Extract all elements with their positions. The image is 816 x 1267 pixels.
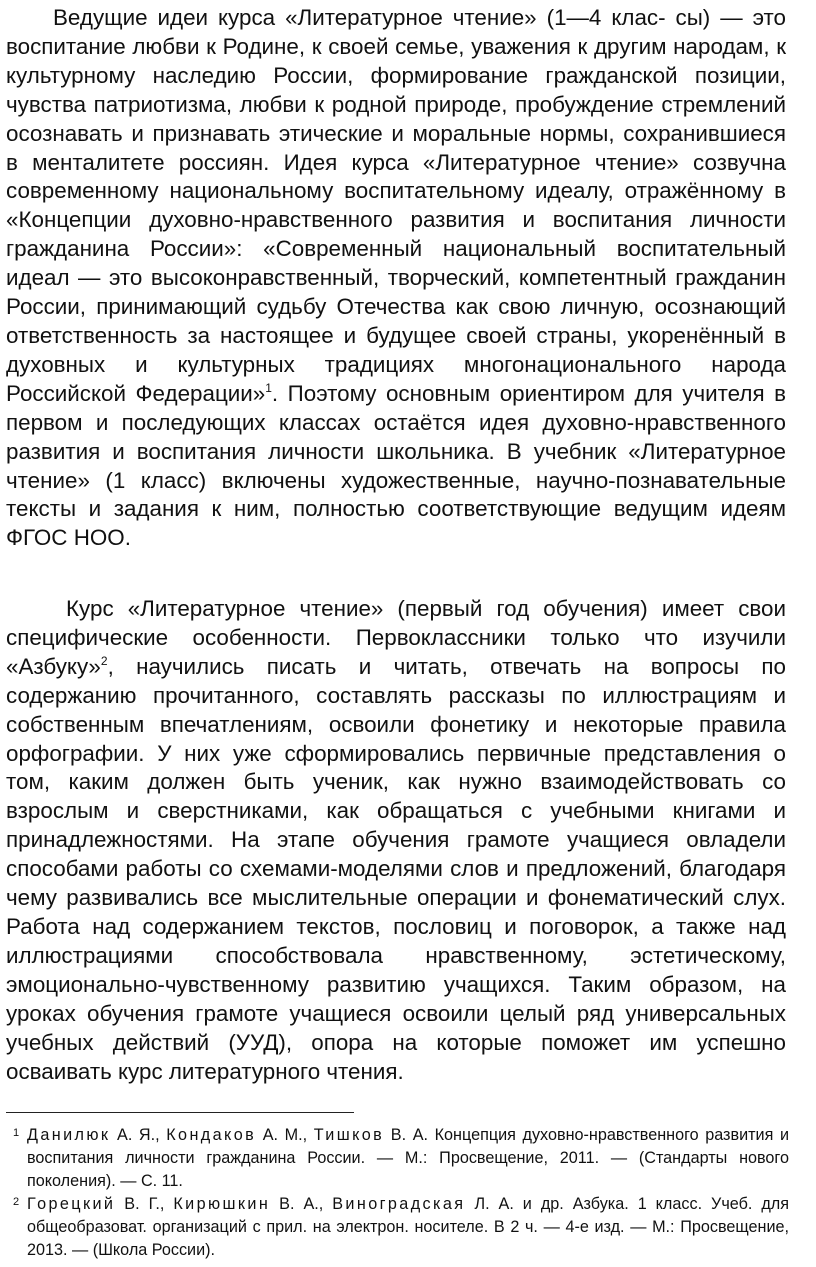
- footnote-2-mark: 2: [13, 1196, 20, 1208]
- footnote-2-author-2: Кирюшкин: [173, 1195, 271, 1213]
- footnote-1: [13, 1124, 789, 1194]
- paragraph-1-text-b: . Поэтому основным ориентиром для учителя в первом и последующих классах остаётся идея духовно-нравственного развития и воспитания личности школьника. В учебник «Литературное чтение» (1 класс) включены художественные, научно-познавательные тексты и задания к ним, полностью соответствующие ведущим идеям ФГОС НОО.: [6, 380, 786, 551]
- footnote-2-initials-3: Л. А. и др.: [465, 1195, 564, 1213]
- footnote-1-initials-3: В. А.: [384, 1126, 428, 1144]
- paragraph-2-text-a: Курс «Литературное чтение» (первый год обучения) имеет свои специфические особенности. Первоклассники только что изучили «Азбуку»: [6, 596, 786, 679]
- body-paragraph-1: [6, 4, 786, 553]
- footnote-2-initials-2: В. А.,: [270, 1195, 333, 1213]
- footnote-ref-1: 1: [265, 380, 272, 395]
- footnote-1-author-2: Кондаков: [166, 1126, 257, 1144]
- footnote-1-author-1: Данилюк: [27, 1126, 111, 1144]
- footnote-1-author-3: Тишков: [313, 1126, 385, 1144]
- footnote-ref-2: 2: [100, 653, 108, 668]
- footnote-1-text: Концепция духовно-нравственного развития и воспитания личности гражданина России. — М.: Просвещение, 2011. — (Стандарты нового поколения). — С. 11.: [27, 1126, 789, 1191]
- footnote-2-text: Азбука. 1 класс. Учеб. для общеобразоват. организаций с прил. на электрон. носителе. В 2 ч. — 4-е изд. — М.: Просвещение, 2013. — (Школа России).: [27, 1195, 789, 1260]
- footnote-2-author-3: Виноградская: [332, 1195, 466, 1213]
- body-paragraph-2: [6, 595, 786, 1086]
- footnote-2-initials-1: В. Г.,: [115, 1195, 174, 1213]
- paragraph-2-text-b: , научились писать и читать, отвечать на вопросы по содержанию прочитанного, составлять рассказы по иллюстрациям и собственным впечатлениям, освоили фонетику и некоторые правила орфографии. У них уже сформировались первичные представления о том, каким должен быть ученик, как нужно взаимодействовать со взрослым и сверстниками, как обращаться с учебными книгами и принадлежностями. На этапе обучения грамоте учащиеся овладели способами работы со схемами-моделями слов и предложений, благодаря чему развивались все мыслительные операции и фонематический слух. Работа над содержанием текстов, пословиц и поговорок, а также над иллюстрациями способствовала нравственному, эстетическому, эмоционально-чувственному развитию учащихся. Таким образом, на уроках обучения грамоте учащиеся освоили целый ряд универсальных учебных действий (УУД), опора на которые поможет им успешно осваивать курс литературного чтения.: [6, 653, 786, 1084]
- footnote-1-mark: 1: [13, 1127, 20, 1139]
- footnote-separator: [6, 1112, 354, 1113]
- footnote-1-initials-2: А. М.,: [256, 1126, 314, 1144]
- footnote-2-author-1: Горецкий: [27, 1195, 116, 1213]
- footnote-1-initials-1: А. Я.,: [110, 1126, 167, 1144]
- footnote-2: [13, 1193, 789, 1263]
- paragraph-1-text-a: Ведущие идеи курса «Литературное чтение» (1—4 клас- сы) — это воспитание любви к Родине, к своей семье, уважения к другим народам, к культурному наследию России, формирование гражданской позиции, чувства патриотизма, любви к родной природе, пробуждение стремлений осознавать и признавать этические и моральные нормы, сохранившиеся в менталитете россиян. Идея курса «Литературное чтение» созвучна современному национальному воспитательному идеалу, отражённому в «Концепции духовно-нравственного развития и воспитания личности гражданина России»: «Современный национальный воспитательный идеал — это высоконравственный, творческий, компетентный гражданин России, принимающий судьбу Отечества как свою личную, осознающий ответственность за настоящее и будущее своей страны, укоренённый в духовных и культурных традициях многонационального народа Российской Федерации»: [6, 5, 786, 406]
